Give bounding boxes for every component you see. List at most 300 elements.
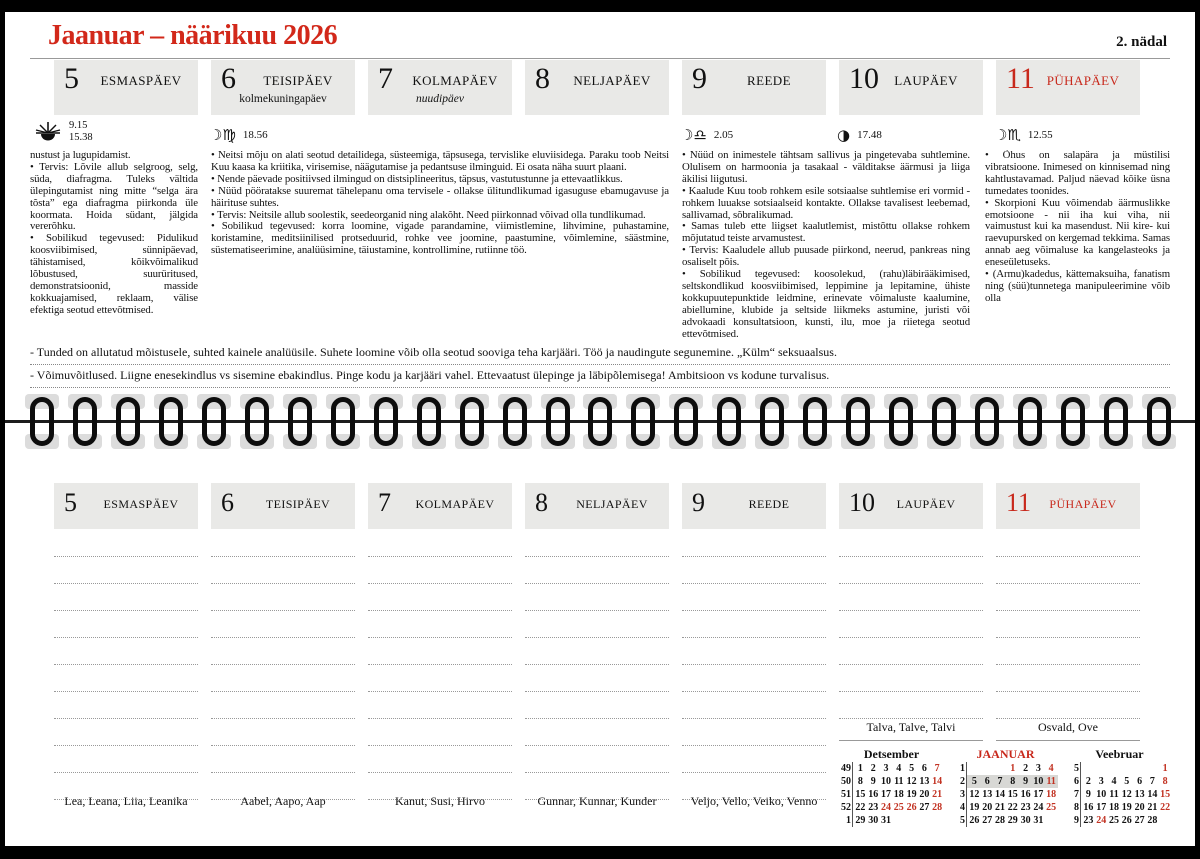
writing-line[interactable] — [211, 530, 355, 557]
week-number: 1 — [960, 763, 965, 774]
binding-coil — [1104, 393, 1128, 450]
calendar-week-row — [1067, 762, 1172, 775]
calendar-date: 22 — [1160, 802, 1171, 813]
writing-column-5 — [54, 530, 198, 800]
calendar-date: 1 — [1162, 763, 1168, 774]
writing-line[interactable] — [211, 557, 355, 584]
calendar-week-row — [1067, 788, 1172, 801]
writing-line[interactable] — [54, 557, 198, 584]
writing-line[interactable] — [525, 530, 669, 557]
calendar-date: 28 — [1147, 815, 1158, 826]
wire-loop — [159, 397, 183, 446]
day-header-7 — [368, 60, 512, 115]
writing-line[interactable] — [839, 638, 983, 665]
week-number: 4 — [960, 802, 965, 813]
calendar-date: 3 — [1098, 776, 1104, 787]
writing-line[interactable] — [54, 638, 198, 665]
calendar-date: 26 — [969, 815, 980, 826]
day-header-7 — [368, 483, 512, 529]
writing-line[interactable] — [682, 557, 826, 584]
writing-line[interactable] — [368, 692, 512, 719]
calendar-date: 8 — [1162, 776, 1168, 787]
calendar-date: 27 — [919, 802, 930, 813]
calendar-date: 2 — [870, 763, 876, 774]
calendar-date: 12 — [906, 776, 917, 787]
calendar-date: 14 — [932, 776, 943, 787]
calendar-week-row — [1067, 775, 1172, 788]
calendar-date — [1095, 762, 1108, 775]
calendar-date: 3 — [883, 763, 889, 774]
binding-coil — [546, 393, 570, 450]
namedays-day-5: Lea, Leana, Liia, Leanika — [64, 794, 188, 808]
calendar-date — [1146, 762, 1159, 775]
writing-line[interactable] — [525, 611, 669, 638]
astro-time: 2.05 — [713, 129, 734, 141]
writing-line[interactable] — [368, 611, 512, 638]
sunrise-sunset-icon — [35, 121, 61, 143]
astrology-paragraph: • Neitsi mõju on alati seotud detailidega, süsteemiga, täpsusega, tervislike eluviisidega. Paraku toob Neitsi Kuu kaasa ka kriitika, virisemise, näägutamise ja pedantsuse ilminguid. Ei osata näha suurt plaani. — [211, 150, 669, 173]
astrology-paragraph: • Tervis: Neitsile allub soolestik, seedeorganid ning alakõht. Need piirkonnad võivad olla tundlikumad. — [211, 208, 646, 221]
day-number: 11 — [1006, 62, 1035, 95]
writing-line[interactable] — [839, 584, 983, 611]
calendar-date: 24 — [1033, 802, 1044, 813]
binding-coil — [73, 393, 97, 450]
calendar-week-row — [953, 801, 1058, 814]
writing-line[interactable] — [682, 611, 826, 638]
mini-calendar-jaanuar — [953, 747, 1058, 827]
day-name: ESMASPÄEV — [103, 497, 179, 511]
writing-line[interactable] — [682, 584, 826, 611]
day-number: 9 — [692, 62, 707, 95]
wire-loop — [460, 397, 484, 446]
calendar-date: 28 — [994, 815, 1005, 826]
calendar-date: 23 — [868, 802, 879, 813]
sun-times — [69, 120, 93, 143]
day-subname: kolmekuningapäev — [239, 93, 327, 105]
day-number: 7 — [378, 62, 393, 95]
namedays-day-7: Kanut, Susi, Hirvo — [395, 794, 485, 808]
moon-in-virgo-glyph: ☽♍ — [209, 126, 236, 144]
wire-loop — [546, 397, 570, 446]
calendar-date: 14 — [994, 789, 1005, 800]
astro-time: 17.48 — [857, 129, 882, 141]
binding-coil — [331, 393, 355, 450]
wire-loop — [116, 397, 140, 446]
week-number: 51 — [841, 789, 851, 800]
calendar-date: 24 — [1096, 815, 1107, 826]
day-header-9 — [682, 60, 826, 115]
binding-coil — [674, 393, 698, 450]
calendar-date: 25 — [1108, 815, 1119, 826]
calendar-date: 16 — [1020, 789, 1031, 800]
astrology-paragraph: • Nüüd on inimestele tähtsam sallivus ja pingetevaba suhtlemine. Olulisem on harmoonia ja tasakaal - välditakse äärmusi ja liiga äkilisi liigutusi. — [682, 150, 970, 185]
week-number: 52 — [841, 802, 851, 813]
week-days — [966, 775, 1058, 788]
wire-loop — [73, 397, 97, 446]
writing-column-11 — [996, 530, 1140, 719]
wire-loop — [1061, 397, 1085, 446]
wire-loop — [803, 397, 827, 446]
calendar-date: 8 — [857, 776, 863, 787]
wire-loop — [417, 397, 441, 446]
day-name: TEISIPÄEV — [263, 73, 333, 88]
sunset-time: 15.38 — [69, 131, 93, 143]
calendar-date: 5 — [1124, 776, 1130, 787]
calendar-week-row — [839, 814, 944, 827]
astrology-column-3 — [682, 150, 970, 343]
binding-coil — [374, 393, 398, 450]
binding-coil — [503, 393, 527, 450]
writing-line[interactable] — [996, 692, 1140, 719]
binding-coil — [631, 393, 655, 450]
week-number: 6 — [1074, 776, 1079, 787]
calendar-date: 21 — [932, 789, 943, 800]
astrology-column-2 — [211, 150, 669, 343]
writing-line[interactable] — [525, 719, 669, 746]
calendar-date: 19 — [1121, 802, 1132, 813]
week-number: 5 — [1074, 763, 1079, 774]
binding-coil — [30, 393, 54, 450]
day-name: TEISIPÄEV — [265, 497, 331, 511]
writing-line[interactable] — [839, 530, 983, 557]
calendar-date: 1 — [857, 763, 863, 774]
calendar-date: 11 — [1046, 776, 1056, 787]
day-header-11 — [996, 483, 1140, 529]
day-header-11 — [996, 60, 1140, 115]
calendar-date: 24 — [880, 802, 891, 813]
calendar-date: 13 — [919, 776, 930, 787]
week-days — [1080, 801, 1172, 814]
calendar-date: 8 — [1010, 776, 1016, 787]
wire-loop — [588, 397, 612, 446]
calendar-date: 9 — [1023, 776, 1029, 787]
binding-coil — [245, 393, 269, 450]
astrology-paragraph: • Samas tuleb ette liigset kaalutlemist, mistõttu ollakse rohkem mõjutatud teiste arvamustest. — [682, 220, 970, 245]
calendar-date — [981, 762, 994, 775]
writing-line[interactable] — [368, 719, 512, 746]
day-header-5 — [54, 60, 198, 115]
calendar-date: 29 — [855, 815, 866, 826]
calendar-date: 31 — [880, 815, 891, 826]
calendar-date: 26 — [906, 802, 917, 813]
writing-column-7 — [368, 530, 512, 800]
wire-loop — [202, 397, 226, 446]
writing-column-10 — [839, 530, 983, 719]
wire-loop — [288, 397, 312, 446]
moon-in-virgo-icon — [209, 122, 268, 148]
calendar-date: 23 — [1020, 802, 1031, 813]
writing-line[interactable] — [368, 665, 512, 692]
astrology-paragraph: • Tervis: Kaaludele allub puusade piirkond, neerud, pankreas ning osaliselt põis. — [682, 244, 970, 269]
calendar-date: 2 — [1085, 776, 1091, 787]
writing-line[interactable] — [996, 530, 1140, 557]
writing-line[interactable] — [839, 665, 983, 692]
calendar-week-row — [953, 775, 1058, 788]
writing-line[interactable] — [368, 530, 512, 557]
wire-loop — [374, 397, 398, 446]
week-number: 3 — [960, 789, 965, 800]
writing-line[interactable] — [839, 692, 983, 719]
aspect-note-line: - Tunded on allutatud mõistusele, suhted kainele analüüsile. Suhete loomine võib olla seotud sooviga teha karjääri. Töö ja naudingute segunemine. „Külm“ seksuaalsus. — [30, 342, 1170, 365]
calendar-date — [1082, 762, 1095, 775]
calendar-date: 30 — [1020, 815, 1031, 826]
namedays-day-9: Veljo, Vello, Veiko, Venno — [690, 794, 818, 808]
writing-line[interactable] — [996, 584, 1140, 611]
calendar-date: 20 — [982, 802, 993, 813]
writing-line[interactable] — [525, 638, 669, 665]
calendar-date: 19 — [906, 789, 917, 800]
week-number: 9 — [1074, 815, 1079, 826]
week-days — [1080, 788, 1172, 801]
binding-coil — [932, 393, 956, 450]
calendar-date: 15 — [855, 789, 866, 800]
day-header-9 — [682, 483, 826, 529]
writing-line[interactable] — [368, 557, 512, 584]
binding-coil — [116, 393, 140, 450]
binding-coil — [803, 393, 827, 450]
calendar-week-row — [953, 814, 1058, 827]
last-quarter-moon-icon — [837, 122, 882, 148]
binding-coil — [975, 393, 999, 450]
day-name: KOLMAPÄEV — [415, 497, 495, 511]
calendar-date: 27 — [982, 815, 993, 826]
wire-loop — [846, 397, 870, 446]
day-number: 8 — [535, 62, 550, 95]
writing-column-8 — [525, 530, 669, 800]
writing-line[interactable] — [368, 638, 512, 665]
writing-line[interactable] — [54, 611, 198, 638]
writing-line[interactable] — [682, 746, 826, 773]
writing-line[interactable] — [54, 746, 198, 773]
day-name: PÜHAPÄEV — [1046, 73, 1120, 88]
calendar-date: 16 — [868, 789, 879, 800]
writing-line[interactable] — [211, 746, 355, 773]
writing-line[interactable] — [839, 557, 983, 584]
writing-line[interactable] — [996, 611, 1140, 638]
day-name: NELJAPÄEV — [573, 73, 651, 88]
namedays-day-10: Talva, Talve, Talvi — [839, 716, 983, 741]
calendar-date: 19 — [969, 802, 980, 813]
writing-line[interactable] — [682, 692, 826, 719]
wire-loop — [932, 397, 956, 446]
writing-line[interactable] — [525, 746, 669, 773]
calendar-date — [931, 814, 944, 827]
calendar-date — [1159, 814, 1172, 827]
writing-line[interactable] — [54, 692, 198, 719]
calendar-date: 25 — [1046, 802, 1057, 813]
calendar-date: 20 — [1134, 802, 1145, 813]
wire-loop — [975, 397, 999, 446]
writing-line[interactable] — [54, 719, 198, 746]
week-number: 1 — [846, 815, 851, 826]
calendar-date: 5 — [971, 776, 977, 787]
calendar-date: 25 — [893, 802, 904, 813]
writing-line[interactable] — [682, 638, 826, 665]
week-days — [852, 788, 944, 801]
day-header-8 — [525, 483, 669, 529]
calendar-week-row — [839, 762, 944, 775]
writing-line[interactable] — [211, 638, 355, 665]
week-number: 8 — [1074, 802, 1079, 813]
calendar-date: 13 — [982, 789, 993, 800]
writing-line[interactable] — [525, 584, 669, 611]
binding-coil — [159, 393, 183, 450]
moon-in-scorpio-glyph: ☽♏ — [994, 126, 1021, 144]
writing-line[interactable] — [996, 665, 1140, 692]
wire-loop — [1018, 397, 1042, 446]
planner-sheet — [5, 12, 1195, 846]
calendar-date — [918, 814, 931, 827]
wire-loop — [631, 397, 655, 446]
writing-line[interactable] — [525, 557, 669, 584]
week-number: 50 — [841, 776, 851, 787]
calendar-date: 6 — [921, 763, 927, 774]
calendar-date: 10 — [1033, 776, 1044, 787]
mini-calendar-title: Veebruar — [1095, 747, 1144, 761]
week-days — [1080, 814, 1172, 827]
wire-loop — [245, 397, 269, 446]
namedays-day-8: Gunnar, Kunnar, Kunder — [537, 794, 657, 808]
binding-coil — [1061, 393, 1085, 450]
week-days — [852, 775, 944, 788]
calendar-week-row — [953, 788, 1058, 801]
calendar-date: 4 — [896, 763, 902, 774]
calendar-date: 15 — [1160, 789, 1171, 800]
calendar-date: 17 — [880, 789, 891, 800]
calendar-date: 4 — [1048, 763, 1054, 774]
mini-calendar-title: Detsember — [863, 747, 920, 761]
day-number: 6 — [221, 488, 234, 517]
wire-loop — [503, 397, 527, 446]
writing-line[interactable] — [211, 584, 355, 611]
writing-line[interactable] — [996, 638, 1140, 665]
day-name: REEDE — [747, 73, 791, 88]
writing-line[interactable] — [682, 530, 826, 557]
writing-line[interactable] — [525, 665, 669, 692]
writing-line[interactable] — [211, 719, 355, 746]
week-days — [966, 801, 1058, 814]
day-name: NELJAPÄEV — [576, 497, 648, 511]
writing-line[interactable] — [996, 557, 1140, 584]
calendar-date: 22 — [1007, 802, 1018, 813]
calendar-date: 4 — [1111, 776, 1117, 787]
calendar-week-row — [839, 775, 944, 788]
calendar-week-row — [1067, 801, 1172, 814]
astrology-paragraph: nustust ja lugupidamist. — [30, 150, 131, 161]
day-number: 11 — [1006, 488, 1032, 517]
astrology-paragraph: • Tervis: Lõvile allub selgroog, selg, süda, diafragma. Tuleks vältida ülepingutamist ning mitte “selga ära tõsta” ega diafragma piirkonda üle koormata. Hoida südant, jälgida vererõhku. — [30, 160, 198, 233]
binding-coil — [588, 393, 612, 450]
day-number: 6 — [221, 62, 236, 95]
writing-line[interactable] — [211, 665, 355, 692]
sunrise-sunset-block — [35, 120, 93, 143]
day-header-10 — [839, 483, 983, 529]
week-number-label: 2. nädal — [1116, 34, 1167, 50]
calendar-date: 11 — [894, 776, 904, 787]
writing-line[interactable] — [211, 692, 355, 719]
day-number: 5 — [64, 62, 79, 95]
day-header-5 — [54, 483, 198, 529]
writing-column-6 — [211, 530, 355, 800]
day-name: LAUPÄEV — [896, 497, 956, 511]
day-header-8 — [525, 60, 669, 115]
writing-line[interactable] — [682, 665, 826, 692]
wire-loop — [674, 397, 698, 446]
title-rule — [30, 58, 1170, 59]
writing-column-9 — [682, 530, 826, 800]
writing-line[interactable] — [682, 719, 826, 746]
calendar-date: 10 — [1096, 789, 1107, 800]
calendar-date: 11 — [1109, 789, 1119, 800]
day-number: 5 — [64, 488, 77, 517]
calendar-date — [892, 814, 905, 827]
astro-time: 18.56 — [242, 129, 268, 141]
moon-in-libra-icon — [680, 122, 733, 148]
day-number: 9 — [692, 488, 705, 517]
binding-coil — [846, 393, 870, 450]
namedays-day-11: Osvald, Ove — [996, 716, 1140, 741]
week-number: 49 — [841, 763, 851, 774]
day-name: KOLMAPÄEV — [412, 73, 498, 88]
binding-coil — [288, 393, 312, 450]
mini-calendar-veebruar — [1067, 747, 1172, 827]
calendar-date: 6 — [984, 776, 990, 787]
calendar-date: 18 — [893, 789, 904, 800]
writing-line[interactable] — [368, 584, 512, 611]
wire-loop — [30, 397, 54, 446]
writing-line[interactable] — [368, 746, 512, 773]
writing-line[interactable] — [525, 692, 669, 719]
writing-line[interactable] — [54, 665, 198, 692]
astrology-paragraph: • Kaalude Kuu toob rohkem esile sotsiaalse suhtlemise eri vormid - rohkem luuakse sotsiaalseid kontakte. Ollakse tavalisest leebemad, sallivamad, sõbralikumad. — [682, 184, 970, 221]
week-number: 2 — [960, 776, 965, 787]
calendar-date: 7 — [934, 763, 940, 774]
astrology-paragraph: • Nüüd pööratakse suuremat tähelepanu oma tervisele - ollakse ülitundlikumad igasuguse ebamugavuse ja häirituse suhtes. — [211, 184, 669, 209]
calendar-date: 29 — [1007, 815, 1018, 826]
calendar-date: 28 — [932, 802, 943, 813]
week-number: 7 — [1074, 789, 1079, 800]
week-days — [852, 814, 944, 827]
calendar-date: 22 — [855, 802, 866, 813]
week-days — [852, 762, 944, 775]
day-header-6 — [211, 483, 355, 529]
writing-line[interactable] — [211, 611, 355, 638]
mini-calendars — [839, 747, 1173, 827]
calendar-date: 10 — [880, 776, 891, 787]
binding-coil — [1018, 393, 1042, 450]
day-header-6 — [211, 60, 355, 115]
writing-line[interactable] — [54, 530, 198, 557]
calendar-date — [1108, 762, 1121, 775]
sunrise-time: 9.15 — [69, 120, 88, 131]
astrology-paragraph: • Õhus on salapära ja müstilisi vibratsioone. Inimesed on kinnisemad ning kahtlustavamad. Paljud näevad kõike üsna tumedates toonides. — [985, 150, 1170, 197]
day-name: REEDE — [748, 497, 790, 511]
calendar-date — [994, 762, 1007, 775]
calendar-date: 16 — [1083, 802, 1094, 813]
writing-line[interactable] — [54, 584, 198, 611]
calendar-date: 18 — [1108, 802, 1119, 813]
day-name: PÜHAPÄEV — [1049, 497, 1117, 511]
astrology-paragraph: • Skorpioni Kuu võimendab äärmuslikke emotsioone - nii iha kui viha, nii vaimustust kui ka masendust. Nii kire- kui raevupursked on kergemad tekkima. Samas annab aeg võimaluse ka kangelasteoks ja eneseületuseks. — [985, 196, 1170, 269]
astrology-column-4 — [985, 150, 1170, 343]
writing-line[interactable] — [839, 611, 983, 638]
calendar-date: 7 — [997, 776, 1003, 787]
last-quarter-moon-glyph: ◑ — [837, 126, 851, 144]
day-subname: nuudipäev — [416, 93, 464, 105]
week-days — [1080, 762, 1172, 775]
calendar-date: 15 — [1007, 789, 1018, 800]
calendar-date: 5 — [909, 763, 915, 774]
